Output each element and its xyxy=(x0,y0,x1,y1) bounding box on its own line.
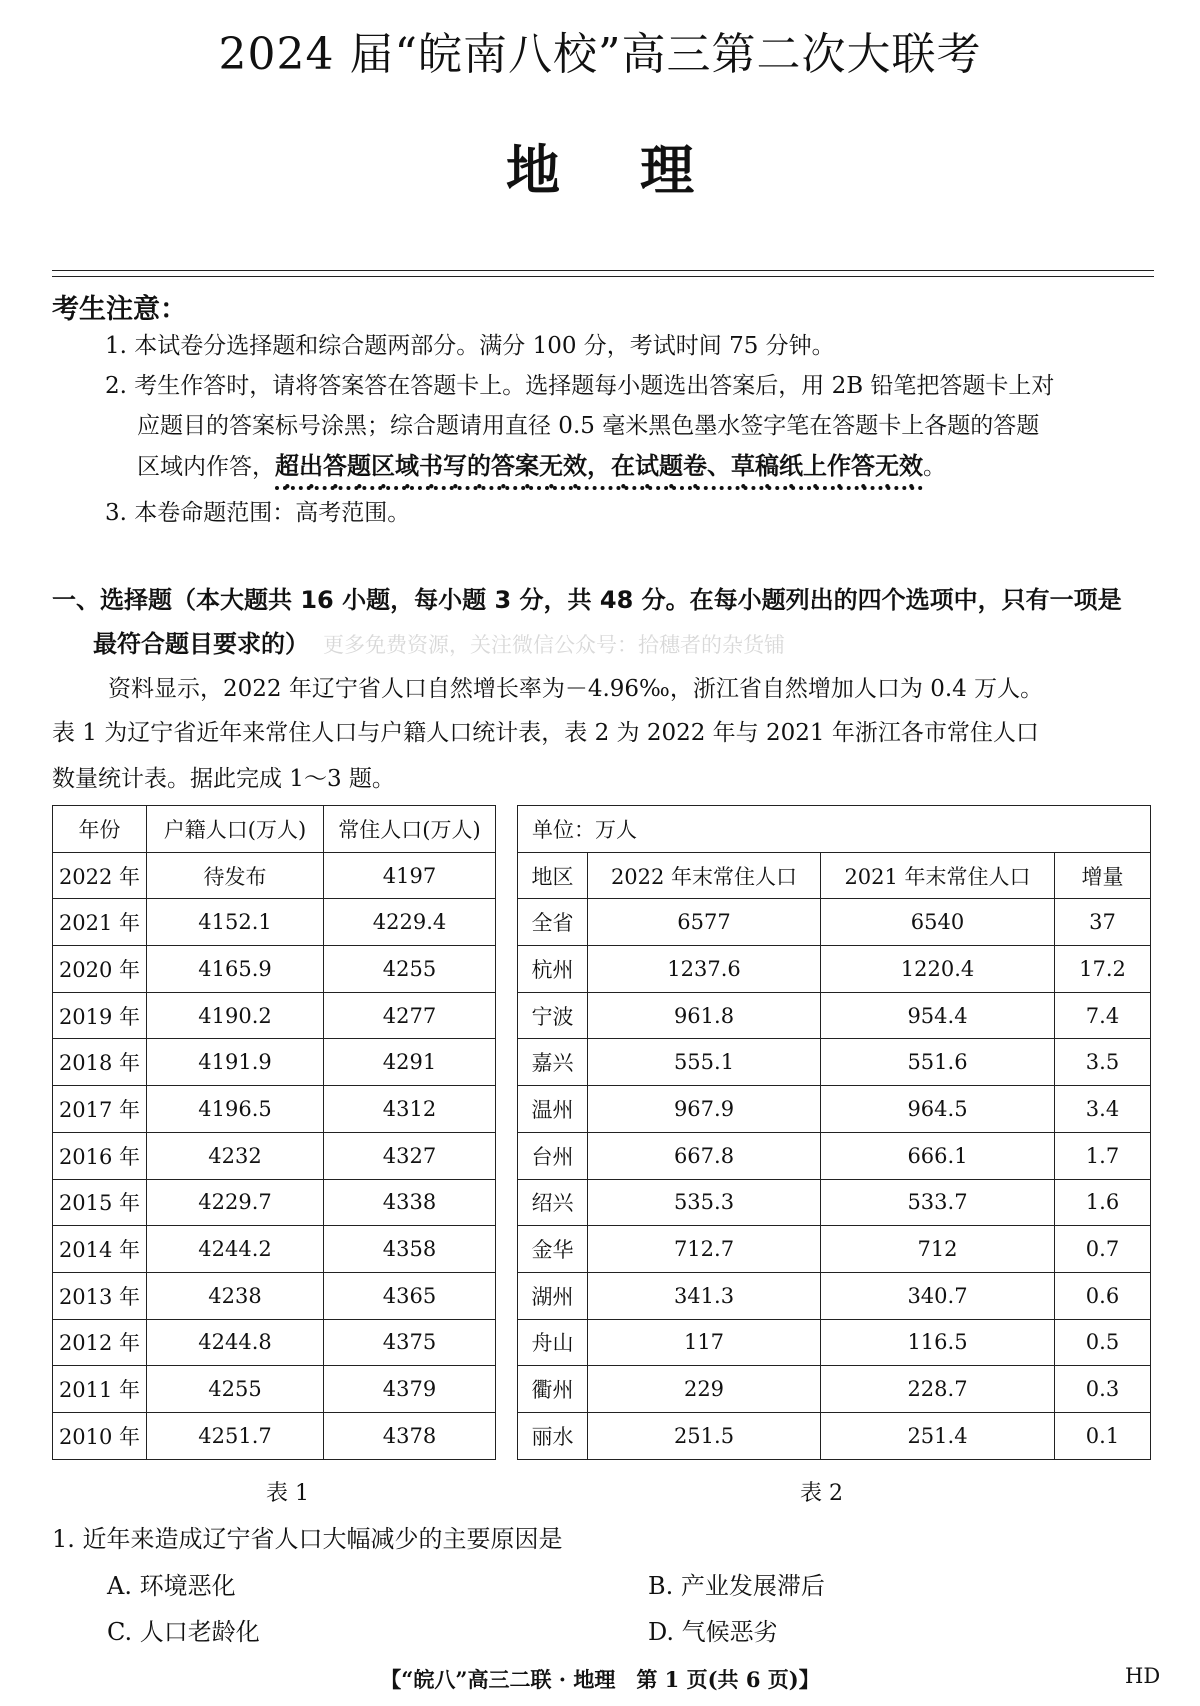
table-1-header-cell: 年份 xyxy=(53,806,147,853)
table-cell: 961.8 xyxy=(588,992,821,1039)
table-cell: 712 xyxy=(821,1226,1055,1273)
header-rule-top xyxy=(52,270,1154,271)
table-cell: 4232 xyxy=(147,1132,324,1179)
table-2-header-cell: 2022 年末常住人口 xyxy=(588,852,821,899)
table-cell: 712.7 xyxy=(588,1226,821,1273)
table-cell: 954.4 xyxy=(821,992,1055,1039)
table-cell: 4152.1 xyxy=(147,899,324,946)
table-cell: 0.5 xyxy=(1055,1319,1151,1366)
table-cell: 2013 年 xyxy=(53,1272,147,1319)
notice-emphasis-text: 超出答题区域书写的答案无效，在试题卷、草稿纸上作答无效 xyxy=(275,452,923,480)
table-cell: 2018 年 xyxy=(53,1039,147,1086)
table-row xyxy=(518,1319,1151,1366)
table-cell: 1220.4 xyxy=(821,946,1055,993)
table-cell: 丽水 xyxy=(518,1412,588,1459)
exam-title: 2024 届“皖南八校”高三第二次大联考 xyxy=(218,29,982,80)
table-cell: 340.7 xyxy=(821,1272,1055,1319)
notice-plain-text: 区域内作答， xyxy=(137,454,275,480)
table-cell: 2019 年 xyxy=(53,992,147,1039)
table-cell: 4358 xyxy=(324,1226,496,1273)
table-cell: 待发布 xyxy=(147,852,324,899)
notice-end-punct: 。 xyxy=(923,454,946,480)
table-cell: 533.7 xyxy=(821,1179,1055,1226)
table-row xyxy=(518,1086,1151,1133)
table-cell: 0.7 xyxy=(1055,1226,1151,1273)
table-cell: 229 xyxy=(588,1366,821,1413)
table-cell: 2011 年 xyxy=(53,1366,147,1413)
table-cell: 4291 xyxy=(324,1039,496,1086)
table-cell: 1237.6 xyxy=(588,946,821,993)
table-cell: 4196.5 xyxy=(147,1086,324,1133)
table-cell: 117 xyxy=(588,1319,821,1366)
table-row xyxy=(518,1272,1151,1319)
table-row xyxy=(53,1132,496,1179)
intro-line-1: 资料显示，2022 年辽宁省人口自然增长率为－4.96‰，浙江省自然增加人口为 0.4 万人。 xyxy=(108,676,1044,702)
notice-item-2-line-1: 2. 考生作答时，请将答案答在答题卡上。选择题每小题选出答案后，用 2B 铅笔把答题卡上对 xyxy=(105,373,1055,399)
table-cell: 4255 xyxy=(324,946,496,993)
table-cell: 2010 年 xyxy=(53,1412,147,1459)
table-cell: 4244.2 xyxy=(147,1226,324,1273)
question-1-option-a: A. 环境恶化 xyxy=(107,1572,236,1600)
table-cell: 0.3 xyxy=(1055,1366,1151,1413)
table-cell: 964.5 xyxy=(821,1086,1055,1133)
table-cell: 4251.7 xyxy=(147,1412,324,1459)
table-cell: 2017 年 xyxy=(53,1086,147,1133)
table-cell: 0.6 xyxy=(1055,1272,1151,1319)
table-cell: 4190.2 xyxy=(147,992,324,1039)
table-cell: 2020 年 xyxy=(53,946,147,993)
table-2-header-cell: 2021 年末常住人口 xyxy=(821,852,1055,899)
table-row xyxy=(53,1086,496,1133)
table-cell: 2022 年 xyxy=(53,852,147,899)
table-row xyxy=(53,899,496,946)
table-cell: 1.6 xyxy=(1055,1179,1151,1226)
table-cell: 341.3 xyxy=(588,1272,821,1319)
table-cell: 251.5 xyxy=(588,1412,821,1459)
notice-item-1: 1. 本试卷分选择题和综合题两部分。满分 100 分，考试时间 75 分钟。 xyxy=(105,333,835,359)
table-row xyxy=(53,1412,496,1459)
table-cell: 4312 xyxy=(324,1086,496,1133)
table-cell: 2021 年 xyxy=(53,899,147,946)
table-cell: 4277 xyxy=(324,992,496,1039)
table-2-header-cell: 增量 xyxy=(1055,852,1151,899)
table-cell: 杭州 xyxy=(518,946,588,993)
question-1-option-d: D. 气候恶劣 xyxy=(648,1618,778,1646)
table-cell: 2016 年 xyxy=(53,1132,147,1179)
table-1 xyxy=(52,805,496,1460)
table-cell: 舟山 xyxy=(518,1319,588,1366)
footer-code: HD xyxy=(1125,1664,1161,1688)
table-row xyxy=(518,1226,1151,1273)
table-1-header-row xyxy=(53,806,496,853)
section-heading-cont xyxy=(93,624,785,659)
table-row xyxy=(518,992,1151,1039)
table-cell: 251.4 xyxy=(821,1412,1055,1459)
table-cell: 4378 xyxy=(324,1412,496,1459)
table-row xyxy=(53,852,496,899)
table-cell: 4229.4 xyxy=(324,899,496,946)
table-cell: 2014 年 xyxy=(53,1226,147,1273)
table-cell: 衢州 xyxy=(518,1366,588,1413)
table-2-unit-row xyxy=(518,806,1151,853)
table-cell: 666.1 xyxy=(821,1132,1055,1179)
table-cell: 台州 xyxy=(518,1132,588,1179)
table-cell: 7.4 xyxy=(1055,992,1151,1039)
table-cell: 4191.9 xyxy=(147,1039,324,1086)
table-cell: 4375 xyxy=(324,1319,496,1366)
table-row xyxy=(53,1179,496,1226)
table-cell: 金华 xyxy=(518,1226,588,1273)
table-row xyxy=(518,1412,1151,1459)
table-cell: 17.2 xyxy=(1055,946,1151,993)
table-cell: 37 xyxy=(1055,899,1151,946)
table-cell: 嘉兴 xyxy=(518,1039,588,1086)
table-2-header-cell: 地区 xyxy=(518,852,588,899)
table-cell: 4165.9 xyxy=(147,946,324,993)
notice-item-2-line-2: 应题目的答案标号涂黑；综合题请用直径 0.5 毫米黑色墨水签字笔在答题卡上各题的答题 xyxy=(137,413,1040,439)
table-cell: 2012 年 xyxy=(53,1319,147,1366)
table-cell: 4238 xyxy=(147,1272,324,1319)
table-row xyxy=(53,1272,496,1319)
table-cell: 1.7 xyxy=(1055,1132,1151,1179)
table-1-caption: 表 1 xyxy=(266,1481,309,1506)
intro-line-3: 数量统计表。据此完成 1～3 题。 xyxy=(52,766,395,792)
table-row xyxy=(518,1132,1151,1179)
table-row xyxy=(518,1179,1151,1226)
table-row xyxy=(53,946,496,993)
table-cell: 4327 xyxy=(324,1132,496,1179)
table-1-header-cell: 常住人口(万人) xyxy=(324,806,496,853)
table-cell: 宁波 xyxy=(518,992,588,1039)
table-cell: 4197 xyxy=(324,852,496,899)
section-heading: 一、选择题（本大题共 16 小题，每小题 3 分，共 48 分。在每小题列出的四个选项中，只有一项是 xyxy=(52,586,1122,614)
table-cell: 4229.7 xyxy=(147,1179,324,1226)
table-row xyxy=(53,992,496,1039)
question-1-option-b: B. 产业发展滞后 xyxy=(648,1572,825,1600)
table-cell: 2015 年 xyxy=(53,1179,147,1226)
table-row xyxy=(518,899,1151,946)
subject-title: 地理 xyxy=(506,139,774,202)
table-cell: 555.1 xyxy=(588,1039,821,1086)
intro-line-2: 表 1 为辽宁省近年来常住人口与户籍人口统计表，表 2 为 2022 年与 2021 年浙江各市常住人口 xyxy=(52,720,1039,746)
table-2-header-row xyxy=(518,852,1151,899)
table-cell: 228.7 xyxy=(821,1366,1055,1413)
table-row xyxy=(518,1039,1151,1086)
table-cell: 全省 xyxy=(518,899,588,946)
question-1-option-c: C. 人口老龄化 xyxy=(107,1618,260,1646)
table-row xyxy=(518,946,1151,993)
notice-item-2-line-3 xyxy=(137,446,1187,494)
table-cell: 0.1 xyxy=(1055,1412,1151,1459)
table-cell: 667.8 xyxy=(588,1132,821,1179)
table-cell: 3.4 xyxy=(1055,1086,1151,1133)
table-row xyxy=(53,1366,496,1413)
table-cell: 535.3 xyxy=(588,1179,821,1226)
table-cell: 4379 xyxy=(324,1366,496,1413)
table-cell: 4255 xyxy=(147,1366,324,1413)
table-2-unit: 单位：万人 xyxy=(518,806,1151,853)
table-row xyxy=(53,1226,496,1273)
watermark-text: 更多免费资源，关注微信公众号：拾穗者的杂货铺 xyxy=(323,633,785,657)
table-cell: 4244.8 xyxy=(147,1319,324,1366)
table-cell: 4365 xyxy=(324,1272,496,1319)
table-cell: 温州 xyxy=(518,1086,588,1133)
table-cell: 湖州 xyxy=(518,1272,588,1319)
table-cell: 绍兴 xyxy=(518,1179,588,1226)
header-rule-bottom xyxy=(52,276,1154,277)
table-row xyxy=(53,1319,496,1366)
table-cell: 116.5 xyxy=(821,1319,1055,1366)
section-heading-line-2: 最符合题目要求的） xyxy=(93,630,309,658)
table-2-caption: 表 2 xyxy=(800,1481,843,1506)
notice-heading: 考生注意： xyxy=(52,294,187,325)
table-row xyxy=(518,1366,1151,1413)
table-cell: 551.6 xyxy=(821,1039,1055,1086)
table-cell: 6577 xyxy=(588,899,821,946)
table-cell: 3.5 xyxy=(1055,1039,1151,1086)
page-footer: 【“皖八”高三二联 · 地理 第 1 页(共 6 页)】 xyxy=(380,1667,820,1692)
table-cell: 967.9 xyxy=(588,1086,821,1133)
question-1-stem: 1. 近年来造成辽宁省人口大幅减少的主要原因是 xyxy=(52,1525,563,1553)
table-row xyxy=(53,1039,496,1086)
table-cell: 6540 xyxy=(821,899,1055,946)
table-1-header-cell: 户籍人口(万人) xyxy=(147,806,324,853)
table-2 xyxy=(517,805,1151,1460)
table-cell: 4338 xyxy=(324,1179,496,1226)
notice-item-3: 3. 本卷命题范围：高考范围。 xyxy=(105,500,411,526)
